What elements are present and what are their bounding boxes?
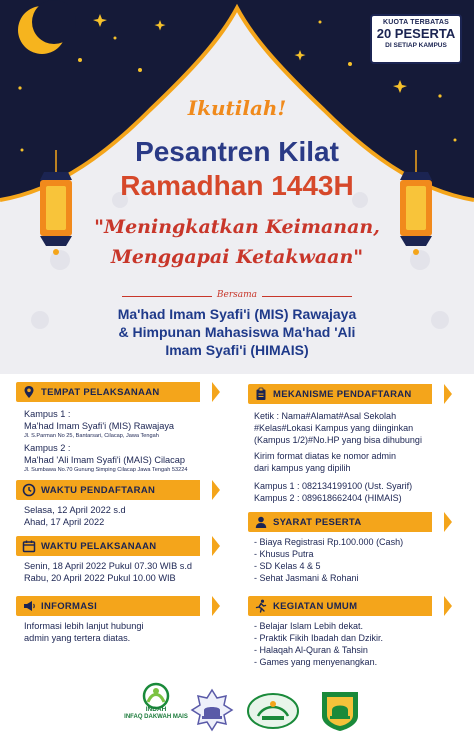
section-title-informasi: INFORMASI: [41, 600, 98, 612]
info-line1: Informasi lebih lanjut hubungi: [24, 621, 144, 631]
content-area: [0, 374, 474, 676]
kampus2-label: Kampus 2 :: [24, 443, 71, 453]
clipboard-icon: [254, 387, 268, 401]
event-date-line2: Rabu, 20 April 2022 Pukul 10.00 WIB: [24, 573, 176, 583]
mechanism-line1: Ketik : Nama#Alamat#Asal Sekolah: [254, 411, 397, 421]
quote-line1: "Meningkatkan Keimanan,: [94, 216, 380, 238]
kampus2-address: Jl. Sumbawa No.70 Gunung Simping Cilacap Jawa Tengah 53224: [24, 467, 188, 473]
title-line1: Pesantren Kilat: [135, 136, 339, 167]
section-title-syarat: SYARAT PESERTA: [273, 516, 362, 528]
section-header-kegiatan: [248, 596, 444, 616]
running-person-icon: [254, 599, 268, 613]
indah-logo-label: INDAH: [145, 706, 167, 713]
info-line2: admin yang tertera diatas.: [24, 633, 131, 643]
mechanism-line6: Kampus 1 : 082134199100 (Ust. Syarif): [254, 481, 413, 491]
section-header-waktu-pelaksanaan: [16, 536, 212, 556]
divider-right: [262, 296, 352, 297]
mechanism-line2: #Kelas#Lokasi Kampus yang diinginkan: [254, 423, 414, 433]
invite-heading: Ikutilah!: [187, 96, 287, 120]
mosque-star-logo: [190, 688, 234, 732]
footer-logos: [0, 676, 474, 744]
megaphone-icon: [22, 599, 36, 613]
event-date-line1: Senin, 18 April 2022 Pukul 07.30 WIB s.d: [24, 561, 193, 571]
quota-line1: KUOTA TERBATAS: [383, 19, 449, 26]
quote-line2: Menggapai Ketakwaan": [110, 246, 364, 268]
section-header-waktu-daftar: [16, 480, 212, 500]
requirement-item: - Sehat Jasmani & Rohani: [254, 573, 359, 583]
quota-badge: [370, 14, 462, 64]
location-pin-icon: [22, 385, 36, 399]
mechanism-line7: Kampus 2 : 089618662404 (HIMAIS): [254, 493, 402, 503]
section-header-mekanisme: [248, 384, 444, 404]
organizer-line3: Imam Syafi'i (HIMAIS): [165, 342, 309, 358]
requirement-item: - Khusus Putra: [254, 549, 314, 559]
mechanism-line4: Kirim format diatas ke nomor admin: [254, 451, 397, 461]
mechanism-line5: dari kampus yang dipilih: [254, 463, 351, 473]
kampus1-address: Jl. S.Parman No 25, Bantarsari, Cilacap, Jawa Tengah: [24, 433, 159, 439]
section-header-tempat: [16, 382, 212, 402]
mechanism-line3: (Kampus 1/2)#No.HP yang bisa dihubungi: [254, 435, 422, 445]
mis-emblem-logo: [246, 692, 300, 730]
himais-shield-logo: [318, 688, 362, 732]
requirement-item: - SD Kelas 4 & 5: [254, 561, 321, 571]
organizer-line2: & Himpunan Mahasiswa Ma'had 'Ali: [118, 324, 356, 340]
user-icon: [254, 515, 268, 529]
section-title-waktu-daftar: WAKTU PENDAFTARAN: [41, 484, 156, 496]
section-title-kegiatan: KEGIATAN UMUM: [273, 600, 358, 612]
kampus2-name: Ma'had 'Ali Imam Syafi'i (MAIS) Cilacap: [24, 455, 185, 465]
registration-date-line1: Selasa, 12 April 2022 s.d: [24, 505, 126, 515]
calendar-icon: [22, 539, 36, 553]
kampus1-name: Ma'had Imam Syafi'i (MIS) Rawajaya: [24, 421, 175, 431]
title-line2: Ramadhan 1443H: [120, 170, 354, 201]
activity-item: - Halaqah Al-Quran & Tahsin: [254, 645, 368, 655]
activity-item: - Games yang menyenangkan.: [254, 657, 378, 667]
clock-icon: [22, 483, 36, 497]
section-title-mekanisme: MEKANISME PENDAFTARAN: [273, 388, 412, 400]
kampus1-label: Kampus 1 :: [24, 409, 71, 419]
section-title-waktu-pelaksanaan: WAKTU PELAKSANAAN: [41, 540, 157, 552]
quota-line2: 20 PESERTA: [376, 26, 456, 41]
registration-date-line2: Ahad, 17 April 2022: [24, 517, 105, 527]
with-label: Bersama: [216, 290, 258, 300]
activity-item: - Praktik Fikih Ibadah dan Dzikir.: [254, 633, 384, 643]
organizer-line1: Ma'had Imam Syafi'i (MIS) Rawajaya: [117, 306, 357, 322]
section-header-syarat: [248, 512, 444, 532]
indah-logo-sublabel: INFAQ DAKWAH MAIS: [124, 714, 188, 720]
quota-line3: DI SETIAP KAMPUS: [385, 42, 447, 49]
section-title-tempat: TEMPAT PELAKSANAAN: [41, 386, 160, 398]
section-header-informasi: [16, 596, 212, 616]
activity-item: - Belajar Islam Lebih dekat.: [254, 621, 364, 631]
requirement-item: - Biaya Registrasi Rp.100.000 (Cash): [254, 537, 404, 547]
